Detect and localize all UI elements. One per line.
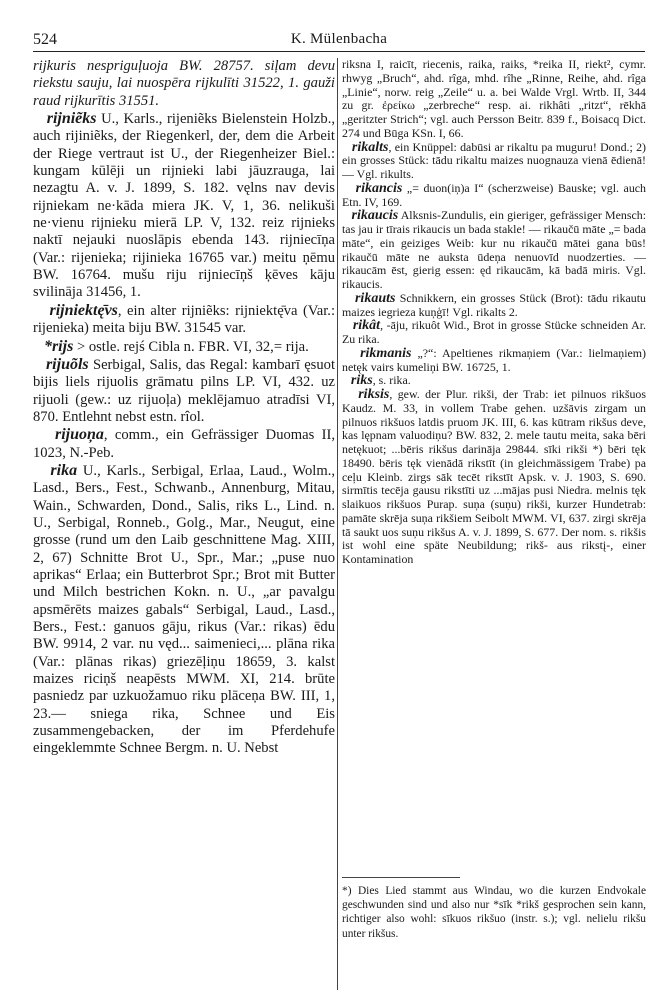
- entry-text: , comm., ein Gefrässiger Duomas II, 1023, N.-Peb.: [33, 427, 335, 461]
- dictionary-entry: [33, 356, 335, 426]
- entry-text: Schnikkern, ein grosses Stück (Brot): tādu rikautu maizes iegrieza kuņģī! Vgl. rikalts 2.: [342, 290, 646, 319]
- entry-text: , s. rika.: [372, 373, 411, 388]
- dictionary-entry: [342, 292, 646, 320]
- dictionary-entry: [33, 58, 335, 110]
- entry-text: > ostle. rejś Cibla n. FBR. VI, 32,= rija.: [73, 338, 309, 355]
- headword: rikaucis: [351, 208, 399, 224]
- headword: rikauts: [354, 290, 396, 306]
- headword: rika: [50, 461, 78, 479]
- entry-text: , ein Knüppel: dabūsi ar rikaltu pa muguru! Dond.; 2) ein grosses Stück: tādu rikaltu maizes nuognauza vienā ēdienā! — Vgl. rikults.: [342, 139, 646, 181]
- dictionary-entry: [342, 388, 646, 567]
- entry-text: „= duon(iņ)a I“ (scherzweise) Bauske; vgl. auch Etn. IV, 169.: [342, 180, 646, 209]
- entry-text: „?“: Apeltienes rikmaņiem (Var.: lielmaņiem) netęk vairs kumeliņi BW. 16725, 1.: [342, 345, 646, 374]
- dictionary-entry: [33, 426, 335, 462]
- dictionary-entry: [342, 319, 646, 347]
- right-column: [342, 58, 646, 990]
- entry-text: riksna I, raicīt, riecenis, raika, raiks, *reika II, riekt², cymr. rhwyg „Bruch“, ahd. rîga, mhd. rîhe „Rinne, Reihe, ahd. rîga „Linie“, norw. reig „Zeile“ u. a. bei Walde Vrgl. Wrtb. II, 344 zu gr. ἐρείκω „zerbreche“ resp. ai. rikhâti „ritzt“, rēkhā „geritzter Strich“; vgl. auch Persson Beitr. 839 f., Boisacq Dict. 274 und Būga KSn. I, 66.: [342, 58, 646, 140]
- page-header: [33, 29, 645, 52]
- headword: rikancis: [355, 180, 403, 196]
- dictionary-entry: [342, 58, 646, 141]
- headword: *rijs: [43, 337, 74, 355]
- left-column: [33, 58, 335, 990]
- entry-text: U., Karls., Serbigal, Erlaa, Laud., Wolm., Lasd., Bers., Fest., Schwanb., Annenburg, Mitau, Wain., Schwarden, Dond., Salis, riks L., Lind. n. U., Serbigal, Ronneb., Golg., Mar., Neugut, eine grosse (rund um den Laib geschnittene Mag. XIII, 2, 67) Schnitte Brot U., Spr., Mar.; „puse nuo aprikas“ Erlaa; ein Butterbrot Spr.; Brot mit Butter und Milch bestrichen Kokn. n. U., „ar pavalgu apsmērēts maizes gabals“ Serbigal, Laud., Lasd., Bers., Fest.: ganuos gāju, rikus (Var.: rikas) ēdu BW. 9914, 2 var. nu vęd... saimenieci,... plāna rika (Var.: plānas rikas) griezēļiņu 18659, 3. kalst maizes riciņš neapēsts MWM. XI, 214. brūte pasniedz par uzkuožamuo riku plāceņa BW. III, 1, 23.— sniega rika, Schnee und Eis zusammengebacken, der im Pferdehufe eingeklemmte Schnee Bergm. n. U. Nebst: [33, 462, 335, 757]
- headword: riks: [350, 373, 373, 389]
- dictionary-entry: [33, 302, 335, 338]
- running-title: K. Mülenbacha: [290, 31, 388, 47]
- page-number: 524: [33, 31, 57, 48]
- entry-text: Alksnis-Zundulis, ein gieriger, gefrässiger Mensch: tas jau ir tīrais rikaucis un bada stakle! — rikaučū māte „= bada māte“, ein geiziges Weib: kur nu rikaučū mātei gana būs! rikaučū māte ne auksta ūdeņa nenuovīd nuodzerties. — rikaucām ēst, gierig essen: ęd rikaucām, kā badā miris. Vgl. rikaucis.: [342, 208, 646, 291]
- headword: rijuoņa: [54, 426, 104, 444]
- entry-text: rijkuris nespriguļuoja BW. 28757. siļam devu riekstu sauju, lai nuospēra rijkulīti 31522, 1. gauži raud rijkurītis 31551.: [33, 58, 335, 109]
- dictionary-entry: [33, 462, 335, 758]
- dictionary-entry: [342, 347, 646, 375]
- column-divider: [337, 58, 338, 990]
- dictionary-entry: [342, 209, 646, 292]
- headword: rijniektę̄vs: [49, 301, 118, 319]
- headword: rijniẽks: [46, 110, 97, 128]
- dictionary-entry: [342, 141, 646, 182]
- entry-text: , gew. der Plur. rikši, der Trab: iet pilnuos rikšuos Kaudz. M. 33, in vollem Trabe gehen. uzšāvis zirgam un pilnuos rikšuos latdis pruom JK. III, 6. kas kūtram rikšus deve, kas lępnam valuodiņu? BW. 832, 2. mele tautu meita, saka bēri netękuot; ...bēris rikšus darināja 29844. sīki rikši *) bēri tęk 18490. bēris tęk vienādā rikstīt (in gleichmässigem Trabe) pa ceļu Kleinb. zirgs sāk tecēt rikstīt Apsk. v. J. 1903, S. 690. sirmītis tecēja gausu rikstīti uz ...mājas pusi Niedra. melnis tęk slaikuos rikšuos Purap. suņa (suņu) rikši, kurzer Hundetrab: pamāte skrēja suņa rikšiem Seibolt MWM. VI, 637. zirgi skrēja tā saukt uos suņu rikšus A. v. J. 1899, S. 677. Der nom. s. rikšis ist wohl eine späte Neubildung; rikš- aus rikstį-, einer Kontamination: [342, 387, 646, 566]
- dictionary-entry: [342, 182, 646, 210]
- entry-text: U., Karls., rijeniẽks Bielenstein Holzb., auch rijiniẽks, der Riegenkerl, der, dem die Arbeit der Riege vertraut ist U., der Riegenheizer Biel.: kungam kūlēji un rijnieki labi jāuzrauga, lai nezagtu A. v. J. 1899, S. 182. vęlns nav devis rijniekam ne·kāda miera JK. V, 1, 36. nelikuši ne·vienu rijnieku mierā LP. V, 132. reiz rijnieks naktī nejauki nuoslāpis ebenda 143. rijniecīņa (Var.: rijenieka; rijinieka 16765 var.) meitu ņēmu BW. 16764. mušu riju rijniecīņš ķēves kāju svilināja 31456, 1.: [33, 111, 335, 301]
- footnote: *) Dies Lied stammt aus Windau, wo die kurzen Endvokale geschwunden sind und also nur *sīk *rikš gesprochen sein kann, richtiger also wohl: sīkuos rikšuo (instr. s.); vgl. nelielu rikšu unter rikšus.: [342, 885, 646, 940]
- headword: rikalts: [351, 139, 389, 155]
- dictionary-entry: [342, 374, 646, 388]
- entry-text: Serbigal, Salis, das Regal: kambarī ęsuot bijis liels rijuolis grāmatu pilns LP. VI, 432. uz rijuoli (gew.: uz rijuoļa) meklējamuo atradīsi VI, 870. Entlehnt nebst estn. rîol.: [33, 356, 335, 425]
- entry-text: , -āju, rikuôt Wid., Brot in grosse Stücke schneiden Ar. Zu rika.: [342, 318, 646, 346]
- headword: rikmanis: [360, 345, 412, 361]
- headword: rikât: [352, 318, 381, 334]
- headword: riksis: [358, 387, 390, 402]
- dictionary-entry: [33, 338, 335, 356]
- entry-text: , ein alter rijniẽks: rijniektę̄va (Var.: rijenieka) meita biju BW. 31545 var.: [33, 302, 335, 337]
- headword: rijuõls: [45, 355, 89, 373]
- footnote-rule: [342, 877, 460, 878]
- dictionary-entry: [33, 110, 335, 302]
